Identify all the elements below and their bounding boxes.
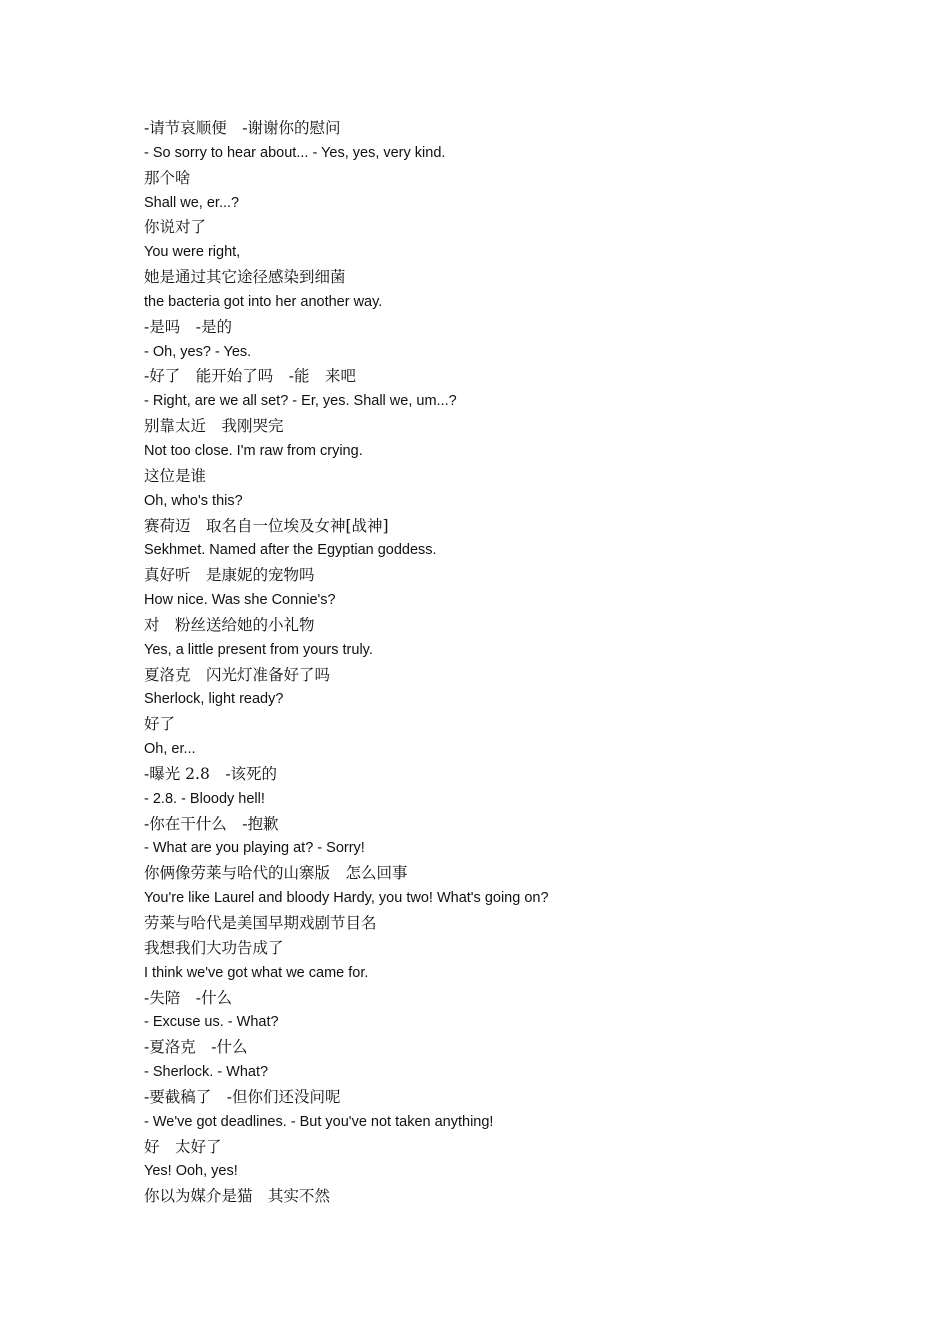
english-subtitle-line: Not too close. I'm raw from crying. bbox=[144, 442, 363, 459]
chinese-subtitle-line: 这位是谁 bbox=[144, 466, 207, 485]
chinese-subtitle-line: 她是通过其它途径感染到细菌 bbox=[144, 268, 346, 287]
chinese-subtitle-line: -你在干什么 -抱歉 bbox=[144, 814, 279, 833]
english-subtitle-line: You were right, bbox=[144, 244, 241, 261]
english-subtitle-line: - What are you playing at? - Sorry! bbox=[144, 840, 365, 857]
chinese-subtitle-line: -夏洛克 -什么 bbox=[144, 1038, 248, 1057]
english-subtitle-line: - So sorry to hear about... - Yes, yes, very kind. bbox=[144, 144, 446, 161]
english-subtitle-line: the bacteria got into her another way. bbox=[144, 293, 383, 310]
english-subtitle-line: I think we've got what we came for. bbox=[144, 964, 369, 981]
english-subtitle-line: - We've got deadlines. - But you've not taken anything! bbox=[144, 1113, 494, 1130]
chinese-subtitle-line: 好了 bbox=[144, 715, 176, 734]
english-subtitle-line: - Excuse us. - What? bbox=[144, 1014, 279, 1031]
chinese-subtitle-line: 真好听 是康妮的宠物吗 bbox=[144, 566, 315, 585]
chinese-subtitle-line: 你说对了 bbox=[144, 218, 207, 237]
english-subtitle-line: Shall we, er...? bbox=[144, 194, 240, 211]
chinese-subtitle-line: 别靠太近 我刚哭完 bbox=[144, 417, 284, 436]
english-subtitle-line: Yes! Ooh, yes! bbox=[144, 1163, 238, 1180]
english-subtitle-line: Yes, a little present from yours truly. bbox=[144, 641, 373, 658]
english-subtitle-line: - Oh, yes? - Yes. bbox=[144, 343, 252, 360]
english-subtitle-line: How nice. Was she Connie's? bbox=[144, 592, 336, 609]
english-subtitle-line: - Right, are we all set? - Er, yes. Shall we, um...? bbox=[144, 393, 457, 410]
chinese-subtitle-line: 你俩像劳莱与哈代的山寨版 怎么回事 bbox=[144, 864, 408, 883]
chinese-subtitle-line: 那个啥 bbox=[144, 168, 191, 187]
english-subtitle-line: Oh, er... bbox=[144, 741, 196, 758]
chinese-subtitle-line: 对 粉丝送给她的小礼物 bbox=[144, 615, 315, 634]
english-subtitle-line: - 2.8. - Bloody hell! bbox=[144, 790, 265, 807]
subtitle-transcript bbox=[144, 116, 904, 1209]
english-subtitle-line: - Sherlock. - What? bbox=[144, 1064, 269, 1081]
chinese-subtitle-line: -好了 能开始了吗 -能 来吧 bbox=[144, 367, 356, 386]
chinese-subtitle-line: 赛荷迈 取名自一位埃及女神[战神] bbox=[144, 516, 389, 535]
chinese-subtitle-line: 好 太好了 bbox=[144, 1137, 222, 1156]
chinese-subtitle-line: -要截稿了 -但你们还没问呢 bbox=[144, 1087, 341, 1106]
english-subtitle-line: You're like Laurel and bloody Hardy, you two! What's going on? bbox=[144, 890, 549, 907]
chinese-subtitle-line: 劳莱与哈代是美国早期戏剧节目名 bbox=[144, 914, 377, 932]
chinese-subtitle-line: 你以为媒介是猫 其实不然 bbox=[144, 1187, 331, 1206]
chinese-subtitle-line: -请节哀顺便 -谢谢你的慰问 bbox=[144, 119, 341, 137]
english-subtitle-line: Sekhmet. Named after the Egyptian goddess. bbox=[144, 542, 437, 559]
chinese-subtitle-line: 我想我们大功告成了 bbox=[144, 938, 284, 957]
chinese-subtitle-line: -是吗 -是的 bbox=[144, 317, 232, 336]
chinese-subtitle-line: -失陪 -什么 bbox=[144, 988, 232, 1007]
english-subtitle-line: Oh, who's this? bbox=[144, 492, 243, 509]
english-subtitle-line: Sherlock, light ready? bbox=[144, 691, 284, 708]
chinese-subtitle-line: -曝光 2.8 -该死的 bbox=[144, 764, 278, 783]
chinese-subtitle-line: 夏洛克 闪光灯准备好了吗 bbox=[144, 665, 331, 684]
